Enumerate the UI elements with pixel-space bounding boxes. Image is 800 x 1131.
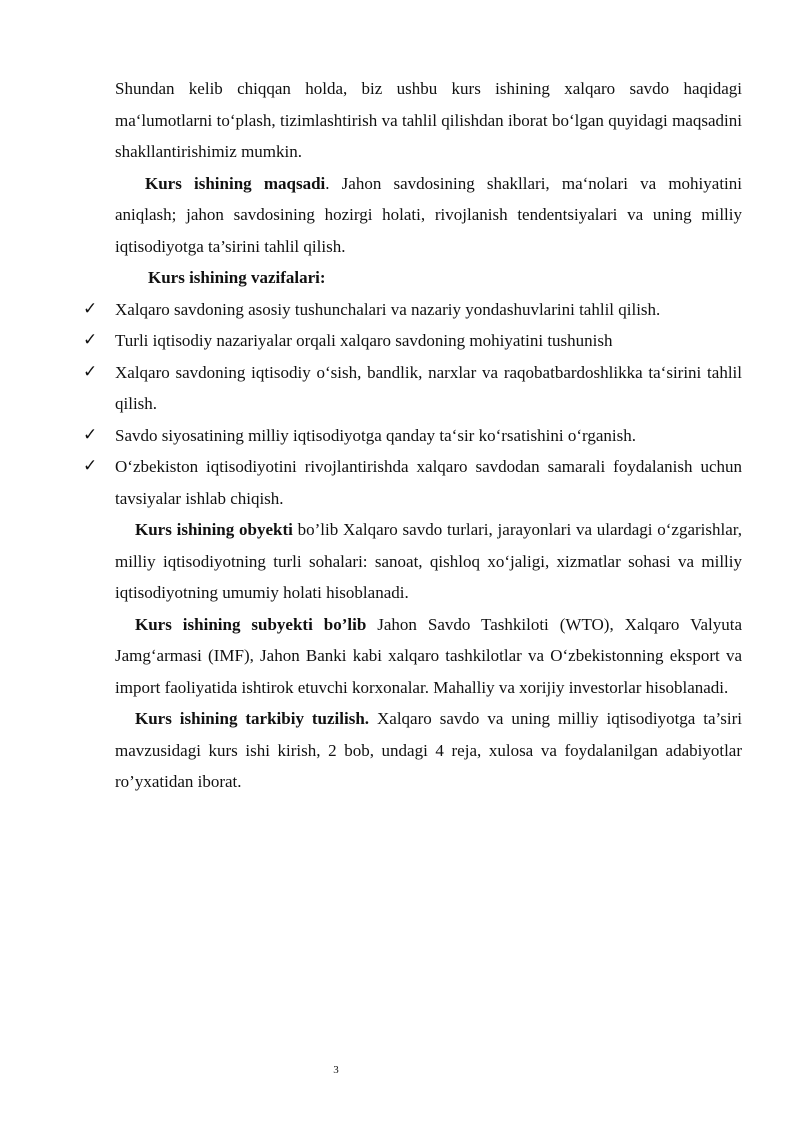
list-item: ✓ Xalqaro savdoning iqtisodiy o‘sish, bandlik, narxlar va raqobatbardoshlikka ta‘sirini tahlil qilish. (115, 357, 742, 420)
subject-label: Kurs ishining subyekti bo’lib (135, 614, 367, 634)
checkmark-icon: ✓ (83, 456, 98, 476)
structure-label: Kurs ishining tarkibiy tuzilish. (135, 709, 370, 728)
checkmark-icon: ✓ (83, 424, 98, 445)
list-item: ✓ Turli iqtisodiy nazariyalar orqali xalqaro savdoning mohiyatini tushunish (115, 325, 742, 357)
page-body (83, 73, 743, 798)
list-item: ✓ O‘zbekiston iqtisodiyotini rivojlantirishda xalqaro savdodan samarali foydalanish uchun tavsiyalar ishlab chiqish. (115, 451, 742, 514)
page-number: 3 (333, 1064, 339, 1076)
aim-text: . Jahon savdosining shakllari, ma‘nolari va mohiyatini aniqlash; jahon savdosining hozirgi holati, rivojlanish tendentsiyalari va uning milliy iqtisodiyotga ta’sirini tahlil qilish. (115, 173, 742, 256)
subject-paragraph: Kurs ishining subyekti bo’lib Jahon Savdo Tashkiloti (WTO), Xalqaro Valyuta Jamg‘armasi (IMF), Jahon Banki kabi xalqaro tashkilotlar va O‘zbekistonning eksport va import faoliyatida ishtirok etuvchi korxonalar. Mahalliy va xorijiy investorlar hisoblanadi. (115, 614, 742, 697)
aim-paragraph (115, 168, 742, 263)
list-item: ✓ Savdo siyosatining milliy iqtisodiyotga qanday ta‘sir ko‘rsatishini o‘rganish. (115, 420, 742, 452)
aim-label: Kurs ishining maqsadi (145, 173, 326, 193)
tasks-heading: Kurs ishining vazifalari: (148, 268, 326, 287)
checkmark-icon: ✓ (83, 330, 98, 350)
checkmark-icon: ✓ (83, 298, 98, 319)
tasks-list (83, 294, 742, 515)
object-label: Kurs ishining obyekti (135, 520, 293, 539)
checkmark-icon: ✓ (83, 361, 98, 382)
list-item: ✓ Xalqaro savdoning asosiy tushunchalari va nazariy yondashuvlarini tahlil qilish. (115, 294, 742, 326)
object-paragraph: Kurs ishining obyekti bo’lib Xalqaro savdo turlari, jarayonlari va ulardagi o‘zgarishlar, milliy iqtisodiyotning turli sohalari: sanoat, qishloq xo‘jaligi, xizmatlar sohasi va milliy iqtisodiyotning umumiy holati hisoblanadi. (115, 520, 742, 602)
structure-paragraph: Kurs ishining tarkibiy tuzilish. Xalqaro savdo va uning milliy iqtisodiyotga ta’siri mavzusidagi kurs ishi kirish, 2 bob, undagi 4 reja, xulosa va foydalanilgan adabiyotlar ro’yxatidan iborat. (115, 709, 743, 791)
intro-paragraph: Shundan kelib chiqqan holda, biz ushbu kurs ishining xalqaro savdo haqidagi ma‘lumotlarni to‘plash, tizimlashtirish va tahlil qilishdan iborat bo‘lgan quyidagi maqsadini shakllantirishimiz mumkin. (115, 79, 742, 161)
